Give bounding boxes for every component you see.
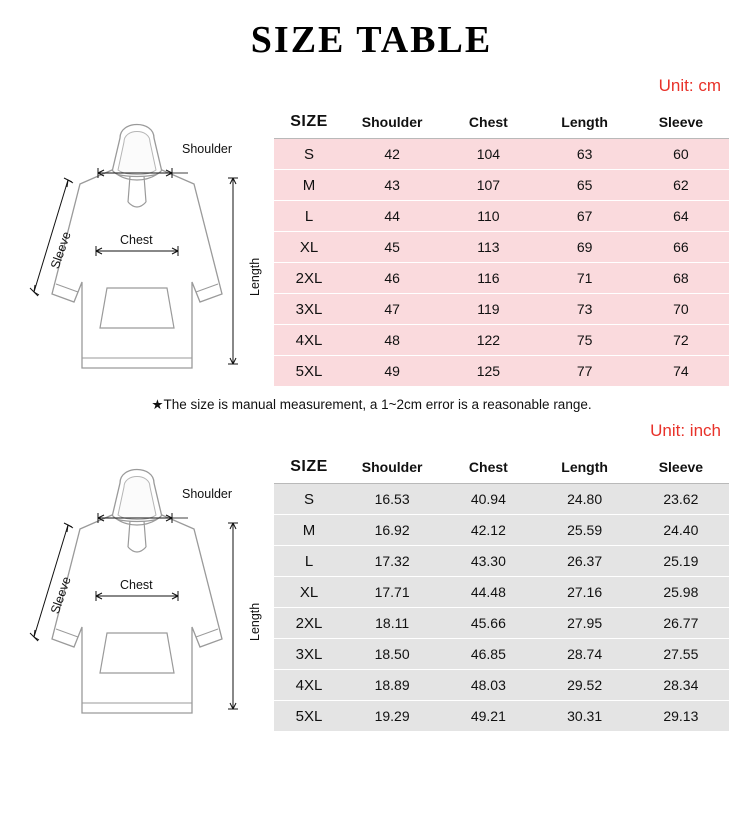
cell-size: 2XL [274, 608, 344, 639]
cell-chest: 42.12 [440, 515, 536, 546]
table-row [274, 325, 729, 356]
cell-sleeve: 66 [633, 232, 729, 263]
col-header-shoulder: Shoulder [344, 106, 440, 139]
cell-length: 30.31 [537, 701, 633, 732]
cm-section [0, 76, 743, 387]
cell-length: 26.37 [537, 546, 633, 577]
col-header-sleeve: Sleeve [633, 451, 729, 484]
cell-chest: 46.85 [440, 639, 536, 670]
col-header-length: Length [537, 106, 633, 139]
cell-length: 29.52 [537, 670, 633, 701]
cell-length: 27.16 [537, 577, 633, 608]
cell-size: L [274, 546, 344, 577]
cell-shoulder: 17.32 [344, 546, 440, 577]
label-sleeve: Sleeve [48, 574, 74, 616]
label-chest: Chest [120, 233, 153, 247]
cell-chest: 40.94 [440, 484, 536, 515]
table-row [274, 294, 729, 325]
col-header-chest: Chest [440, 106, 536, 139]
cell-sleeve: 29.13 [633, 701, 729, 732]
cell-shoulder: 48 [344, 325, 440, 356]
cell-chest: 110 [440, 201, 536, 232]
cell-length: 71 [537, 263, 633, 294]
cell-length: 24.80 [537, 484, 633, 515]
col-header-size: SIZE [274, 451, 344, 484]
cell-size: L [274, 201, 344, 232]
cell-sleeve: 70 [633, 294, 729, 325]
cell-length: 75 [537, 325, 633, 356]
cell-length: 27.95 [537, 608, 633, 639]
label-chest: Chest [120, 578, 153, 592]
table-row [274, 232, 729, 263]
cell-sleeve: 74 [633, 356, 729, 387]
cell-size: XL [274, 232, 344, 263]
table-row [274, 670, 729, 701]
table-header-row [274, 451, 729, 484]
cell-size: 4XL [274, 325, 344, 356]
hoodie-diagram-inch [12, 451, 262, 721]
cell-size: M [274, 170, 344, 201]
unit-label-inch: Unit: inch [650, 421, 721, 440]
cell-size: 3XL [274, 294, 344, 325]
cell-length: 67 [537, 201, 633, 232]
size-table-inch [274, 451, 729, 732]
cell-shoulder: 43 [344, 170, 440, 201]
cell-shoulder: 18.11 [344, 608, 440, 639]
table-row [274, 484, 729, 515]
cell-chest: 107 [440, 170, 536, 201]
cell-chest: 45.66 [440, 608, 536, 639]
label-sleeve: Sleeve [48, 229, 74, 271]
cell-size: 2XL [274, 263, 344, 294]
size-table-cm [274, 106, 729, 387]
cell-size: S [274, 484, 344, 515]
cell-shoulder: 16.92 [344, 515, 440, 546]
cell-chest: 113 [440, 232, 536, 263]
cell-shoulder: 18.89 [344, 670, 440, 701]
table-row [274, 546, 729, 577]
cell-sleeve: 68 [633, 263, 729, 294]
cell-chest: 49.21 [440, 701, 536, 732]
cell-shoulder: 47 [344, 294, 440, 325]
table-row [274, 701, 729, 732]
cell-length: 69 [537, 232, 633, 263]
cell-length: 63 [537, 139, 633, 170]
cell-chest: 48.03 [440, 670, 536, 701]
col-header-size: SIZE [274, 106, 344, 139]
inch-section [0, 421, 743, 732]
cell-shoulder: 45 [344, 232, 440, 263]
col-header-shoulder: Shoulder [344, 451, 440, 484]
cell-sleeve: 26.77 [633, 608, 729, 639]
cell-chest: 43.30 [440, 546, 536, 577]
cell-chest: 125 [440, 356, 536, 387]
col-header-sleeve: Sleeve [633, 106, 729, 139]
cell-shoulder: 42 [344, 139, 440, 170]
cell-sleeve: 64 [633, 201, 729, 232]
page-title: SIZE TABLE [250, 19, 493, 61]
table-row [274, 356, 729, 387]
cell-chest: 104 [440, 139, 536, 170]
cell-shoulder: 18.50 [344, 639, 440, 670]
cell-size: S [274, 139, 344, 170]
cell-size: 4XL [274, 670, 344, 701]
cell-length: 28.74 [537, 639, 633, 670]
table-row [274, 201, 729, 232]
cell-shoulder: 19.29 [344, 701, 440, 732]
label-length: Length [248, 602, 262, 641]
table-row [274, 139, 729, 170]
table-row [274, 639, 729, 670]
cell-sleeve: 28.34 [633, 670, 729, 701]
cell-shoulder: 44 [344, 201, 440, 232]
table-row [274, 515, 729, 546]
label-length: Length [248, 257, 262, 296]
cell-shoulder: 46 [344, 263, 440, 294]
cell-size: 5XL [274, 356, 344, 387]
cell-chest: 44.48 [440, 577, 536, 608]
cell-sleeve: 62 [633, 170, 729, 201]
cell-shoulder: 49 [344, 356, 440, 387]
cell-shoulder: 16.53 [344, 484, 440, 515]
cell-chest: 116 [440, 263, 536, 294]
measurement-note: ★The size is manual measurement, a 1~2cm error is a reasonable range. [151, 397, 592, 412]
cell-shoulder: 17.71 [344, 577, 440, 608]
cell-sleeve: 60 [633, 139, 729, 170]
table-row [274, 577, 729, 608]
cell-size: XL [274, 577, 344, 608]
table-row [274, 170, 729, 201]
cell-length: 77 [537, 356, 633, 387]
cell-chest: 119 [440, 294, 536, 325]
label-shoulder: Shoulder [182, 142, 233, 156]
label-shoulder: Shoulder [182, 487, 233, 501]
cell-sleeve: 23.62 [633, 484, 729, 515]
cell-sleeve: 72 [633, 325, 729, 356]
cell-sleeve: 25.19 [633, 546, 729, 577]
table-header-row [274, 106, 729, 139]
col-header-chest: Chest [440, 451, 536, 484]
col-header-length: Length [537, 451, 633, 484]
cell-chest: 122 [440, 325, 536, 356]
cell-sleeve: 24.40 [633, 515, 729, 546]
cell-sleeve: 25.98 [633, 577, 729, 608]
unit-label-cm: Unit: cm [658, 76, 721, 95]
cell-size: M [274, 515, 344, 546]
cell-size: 3XL [274, 639, 344, 670]
cell-size: 5XL [274, 701, 344, 732]
cell-sleeve: 27.55 [633, 639, 729, 670]
table-row [274, 608, 729, 639]
hoodie-diagram-cm [12, 106, 262, 376]
cell-length: 65 [537, 170, 633, 201]
cell-length: 73 [537, 294, 633, 325]
table-row [274, 263, 729, 294]
cell-length: 25.59 [537, 515, 633, 546]
